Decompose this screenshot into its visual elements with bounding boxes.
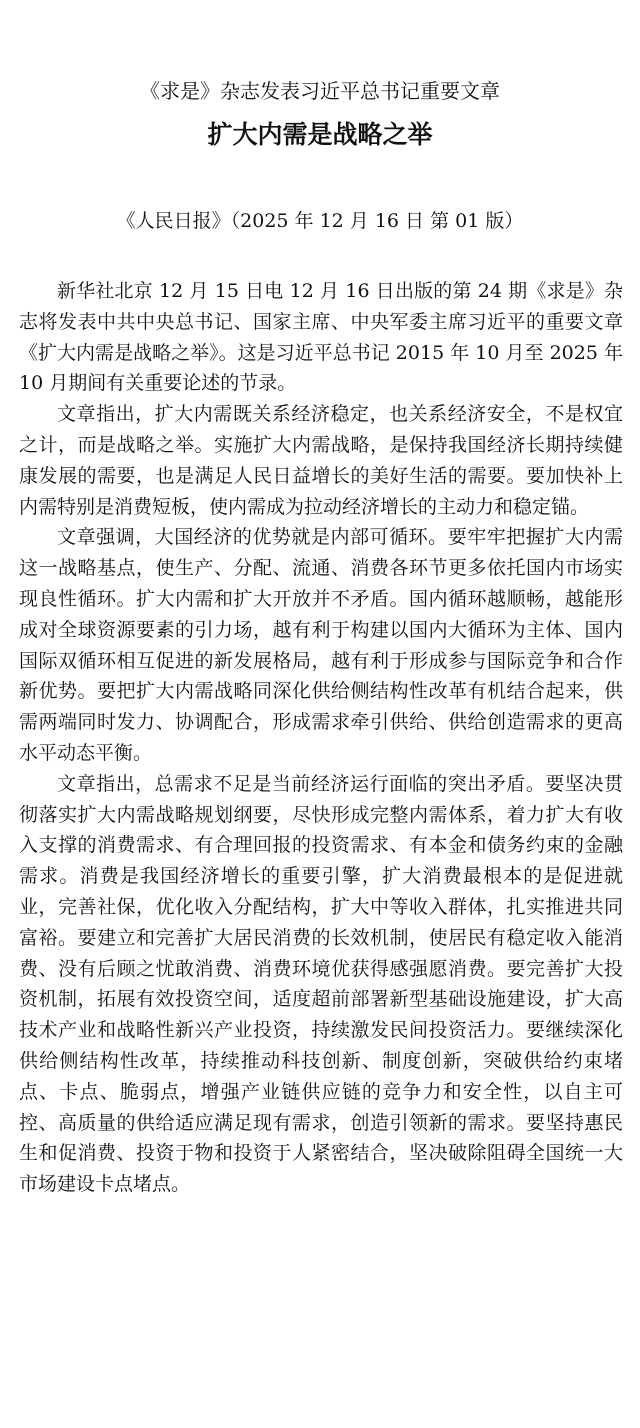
article-body <box>19 276 623 1200</box>
article-headline: 扩大内需是战略之举 <box>207 120 433 149</box>
article-source-line: 《人民日报》（2025 年 12 月 16 日 第 01 版） <box>116 210 524 232</box>
article-paragraph-3: 文章强调，大国经济的优势就是内部可循环。要牢牢把握扩大内需这一战略基点，使生产、分配、流通、消费各环节更多依托国内市场实现良性循环。扩大内需和扩大开放并不矛盾。国内循环越顺畅，越能形成对全球资源要素的引力场，越有利于构建以国内大循环为主体、国内国际双循环相互促进的新发展格局，越有利于形成参与国际竞争和合作新优势。要把扩大内需战略同深化供给侧结构性改革有机结合起来，供需两端同时发力、协调配合，形成需求牵引供给、供给创造需求的更高水平动态平衡。 <box>19 526 623 764</box>
article-paragraph-1: 新华社北京 12 月 15 日电 12 月 16 日出版的第 24 期《求是》杂志将发表中共中央总书记、国家主席、中央军委主席习近平的重要文章《扩大内需是战略之举》。这是习近平总书记 2015 年 10 月至 2025 年 10 月期间有关重要论述的节录。 <box>19 280 623 395</box>
article-paragraph-4: 文章指出，总需求不足是当前经济运行面临的突出矛盾。要坚决贯彻落实扩大内需战略规划纲要，尽快形成完整内需体系，着力扩大有收入支撑的消费需求、有合理回报的投资需求、有本金和债务约束的金融需求。消费是我国经济增长的重要引擎，扩大消费最根本的是促进就业，完善社保，优化收入分配结构，扩大中等收入群体，扎实推进共同富裕。要建立和完善扩大居民消费的长效机制，使居民有稳定收入能消费、没有后顾之忧敢消费、消费环境优获得感强愿消费。要完善扩大投资机制，拓展有效投资空间，适度超前部署新型基础设施建设，扩大高技术产业和战略性新兴产业投资，持续激发民间投资活力。要继续深化供给侧结构性改革，持续推动科技创新、制度创新，突破供给约束堵点、卡点、脆弱点，增强产业链供应链的竞争力和安全性，以自主可控、高质量的供给适应满足现有需求，创造引领新的需求。要坚持惠民生和促消费、投资于物和投资于人紧密结合，坚决破除阻碍全国统一大市场建设卡点堵点。 <box>19 772 623 1196</box>
article-paragraph-2: 文章指出，扩大内需既关系经济稳定，也关系经济安全，不是权宜之计，而是战略之举。实施扩大内需战略，是保持我国经济长期持续健康发展的需要，也是满足人民日益增长的美好生活的需要。要加快补上内需特别是消费短板，使内需成为拉动经济增长的主动力和稳定锚。 <box>19 403 623 518</box>
article-kicker: 《求是》杂志发表习近平总书记重要文章 <box>140 79 500 103</box>
